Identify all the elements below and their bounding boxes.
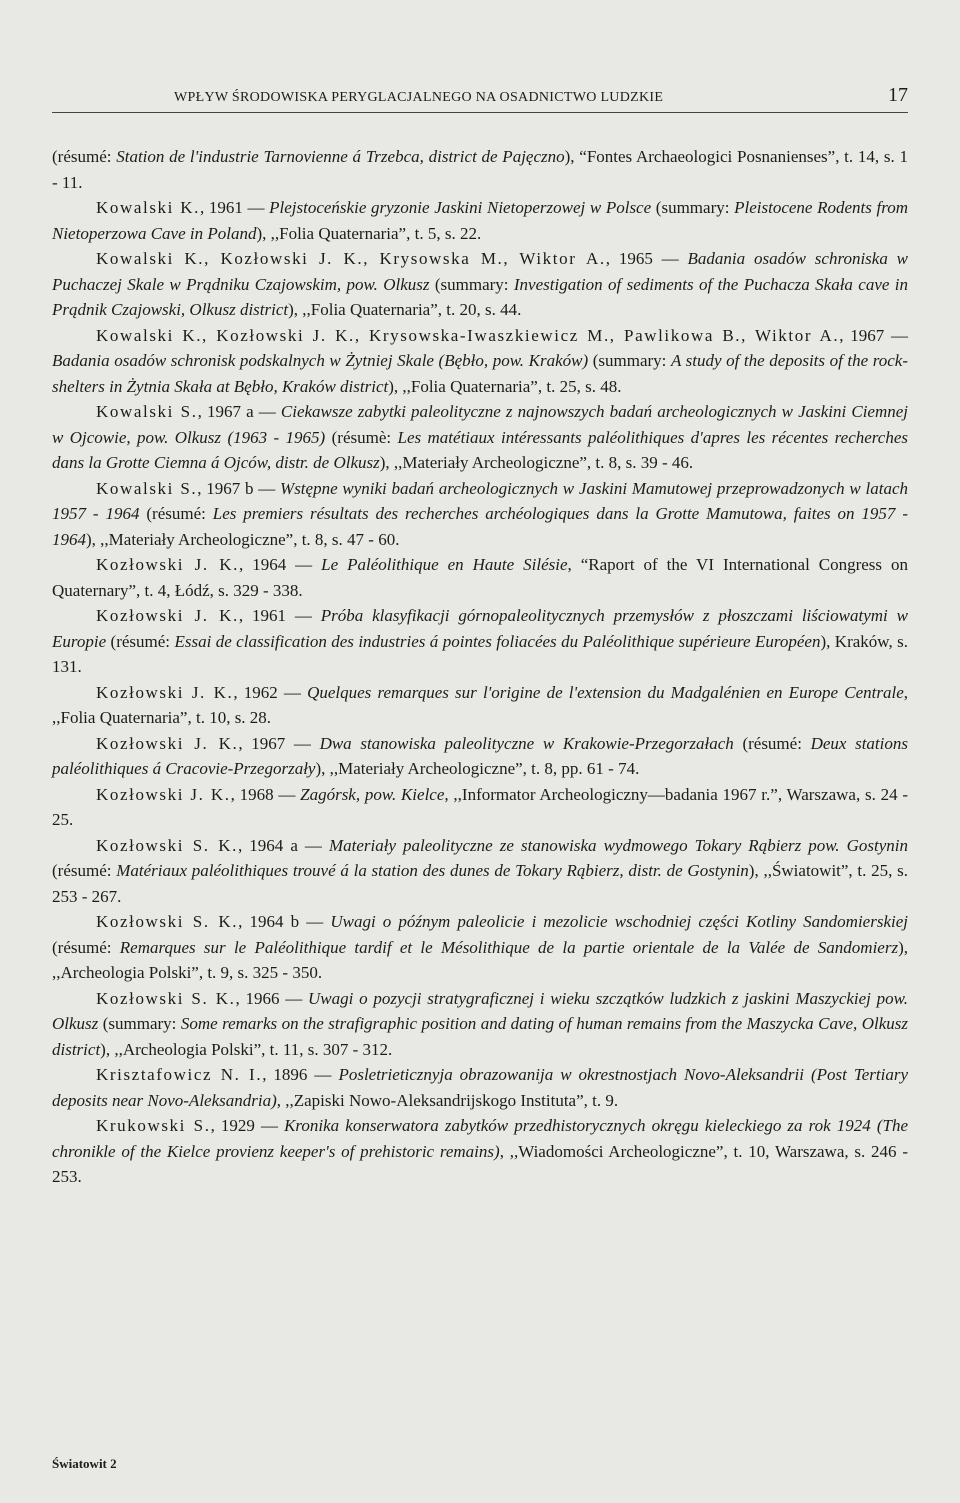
entry-title-italic: Les matétiaux intéressants paléolithiques d'apres les récentes recherches dans la Grotte Ciemna á Ojców, distr. de Olkusz [52,427,908,472]
entry-title-italic: Dwa stanowiska paleolityczne w Krakowie-Przegorzałach [319,733,734,753]
entry-title-italic: Investigation of sediments of the Puchacza Skała cave in Prądnik Czajowski, Olkusz district [52,274,909,319]
entry-author: Kowalski S. [96,478,198,498]
bibliography [52,144,908,1190]
entry-title-italic: Remarques sur le Paléolithique tardif et le Mésolithique de la partie orientale de la Valée de Sandomierz [119,937,899,957]
entry-author: Kowalski K., Kozłowski J. K., Krysowska M., Wiktor A. [96,249,606,268]
entry-title-italic: Les premiers résultats des recherches archéologiques dans la Grotte Mamutowa, faites on 1957 - 1964 [52,504,908,549]
entry-author: Krisztafowicz N. I. [96,1065,263,1084]
entry-text: , 1965 — [605,249,688,268]
entry-text: , ,,Zapiski Nowo-Aleksandrijskogo Instituta”, t. 9. [276,1090,619,1110]
entry-title-italic: Materiały paleolityczne ze stanowiska wydmowego Tokary Rąbierz pow. Gostynin [328,835,908,855]
entry-text: , 1964 — [238,555,322,574]
entry-text: , ,,Folia Quaternaria”, t. 10, s. 28. [52,682,908,727]
bibliography-entry [52,323,908,400]
entry-text: , 1964 a — [237,835,329,855]
entry-author: Kozłowski J. K. [96,682,234,702]
bibliography-entry [52,1113,908,1190]
entry-title-italic: Uwagi o pozycji stratygraficznej i wieku szczątków ludzkich z jaskini Maszyckiej pow. Olkusz [52,988,908,1033]
entry-author: Krukowski S. [96,1116,211,1135]
bibliography-entry [52,144,908,195]
entry-text: , 1967 b — [197,478,281,498]
page-number: 17 [888,84,908,106]
entry-title-italic: Zagórsk, pow. Kielce [300,784,445,804]
entry-title-italic: Le Paléolithique en Haute Silésie [321,555,568,574]
entry-text: , 1964 b — [238,912,331,931]
entry-title-italic: Posletrieticznyja obrazowanija w okrestnostjach Novo-Aleksandrii (Post Tertiary deposits near Novo-Aleksandria) [52,1065,909,1110]
entry-text: (résumé: [733,733,811,753]
bibliography-entry [52,909,908,986]
entry-text: , 1967 — [238,733,320,753]
entry-text: , 1929 — [210,1116,285,1135]
bibliography-entry [52,246,908,323]
running-title: WPŁYW ŚRODOWISKA PERYGLACJALNEGO NA OSADNICTWO LUDZKIE [174,90,664,105]
entry-text: (résumé: [52,861,117,880]
bibliography-entry [52,476,908,553]
entry-text: ), ,,Światowit”, t. 25, s. 253 - 267. [52,861,908,906]
entry-title-italic: Quelques remarques sur l'origine de l'extension du Madgalénien en Europe Centrale [307,682,904,702]
entry-title-italic: Deux stations paléolithiques á Cracovie-Przegorzały [52,733,908,778]
bibliography-entry [52,552,908,603]
entry-author: Kowalski K., Kozłowski J. K., Krysowska-Iwaszkiewicz M., Pawlikowa B., Wiktor A. [96,325,840,345]
bibliography-entry [52,731,908,782]
entry-text: (résumé: [52,147,117,166]
entry-text: (summary: [588,351,671,370]
entry-text: ), ,,Folia Quaternaria”, t. 25, s. 48. [388,376,622,396]
entry-text: (résumé: [106,631,175,651]
entry-text: ), ,,Archeologia Polski”, t. 11, s. 307 - 312. [100,1039,393,1059]
bibliography-entry [52,986,908,1063]
bibliography-entry [52,782,908,833]
entry-title-italic: Kronika konserwatora zabytków przedhistorycznych okręgu kieleckiego za rok 1924 (The chronikle of the Kielce provienz keeper's of prehistoric remains) [52,1116,908,1161]
footer-signature: Światowit 2 [52,1456,117,1471]
entry-author: Kozłowski J. K. [96,555,239,574]
entry-text: ), ,,Materiały Archeologiczne”, t. 8, pp. 61 - 74. [315,759,640,778]
bibliography-entry [52,1062,908,1113]
entry-text: (résumè: [325,427,398,447]
entry-text: (summary: [651,198,735,217]
entry-text: , 1968 — [230,784,301,804]
entry-title-italic: Station de l'industrie Tarnovienne á Trzebca, district de Pajęczno [116,147,565,166]
entry-text: (summary: [98,1014,181,1033]
entry-text: , 1961 — [238,606,321,625]
bibliography-entry [52,680,908,731]
entry-text: (summary: [429,274,514,294]
bibliography-entry [52,603,908,680]
entry-text: (résumé: [52,937,120,957]
running-header [52,84,908,113]
bibliography-entry [52,833,908,910]
entry-title-italic: Pleistocene Rodents from Nietoperzowa Cave in Poland [52,198,909,243]
entry-author: Kowalski S. [96,402,198,421]
entry-text: , “Raport of the VI International Congress on Quaternary”, t. 4, Łódź, s. 329 - 338. [52,555,909,600]
entry-text: , 1962 — [233,682,308,702]
entry-title-italic: Plejstoceńskie gryzonie Jaskini Nietoperzowej w Polsce [269,198,652,217]
entry-author: Kozłowski J. K. [96,733,239,753]
entry-text: , 1896 — [262,1065,339,1084]
entry-text: , ,,Wiadomości Archeologiczne”, t. 10, Warszawa, s. 246 - 253. [52,1141,908,1186]
entry-text: , 1967 — [839,325,908,345]
entry-text: , 1967 a — [197,402,281,421]
entry-author: Kozłowski S. K. [96,835,238,855]
entry-title-italic: Essai de classification des industries á pointes foliacées du Paléolithique supérieure Européen [174,631,821,651]
entry-title-italic: Ciekawsze zabytki paleolityczne z najnowszych badań archeologicznych w Jaskini Ciemnej w Ojcowie, pow. Olkusz (1963 - 1965) [52,402,909,447]
entry-title-italic: Badania osadów schronisk podskalnych w Żytniej Skale (Bębło, pow. Kraków) [52,351,589,370]
entry-text: ), ,,Materiały Archeologiczne”, t. 8, s. 47 - 60. [86,529,400,549]
entry-author: Kozłowski S. K. [96,988,236,1008]
entry-title-italic: A study of the deposits of the rock-shelters in Żytnia Skała at Bębło, Kraków district [52,351,909,396]
entry-text: ), Kraków, s. 131. [52,631,908,676]
entry-text: ), ,,Archeologia Polski”, t. 9, s. 325 - 350. [52,937,908,982]
entry-text: (résumé: [139,504,213,523]
bibliography-entry [52,399,908,476]
entry-author: Kozłowski J. K. [96,784,231,804]
entry-title-italic: Uwagi o późnym paleolicie i mezolicie wschodniej części Kotliny Sandomierskiej [330,912,908,931]
bibliography-entry [52,195,908,246]
entry-title-italic: Matériaux paléolithiques trouvé á la station des dunes de Tokary Rąbierz, distr. de Gostynin [116,861,749,880]
entry-title-italic: Badania osadów schroniska w Puchaczej Skale w Prądniku Czajowskim, pow. Olkusz [52,249,909,294]
entry-text: ), ,,Materiały Archeologiczne”, t. 8, s. 39 - 46. [379,453,694,472]
entry-text: , ,,Informator Archeologiczny—badania 1967 r.”, Warszawa, s. 24 - 25. [52,784,909,829]
entry-text: , 1961 — [199,198,270,217]
entry-text: ), ,,Folia Quaternaria”, t. 20, s. 44. [288,300,522,319]
entry-text: , 1966 — [235,988,308,1008]
entry-author: Kozłowski S. K. [96,912,239,931]
entry-author: Kowalski K. [96,198,200,217]
entry-text: ), “Fontes Archaeologici Posnanienses”, t. 14, s. 1 - 11. [52,147,908,192]
entry-author: Kozłowski J. K. [96,606,239,625]
entry-title-italic: Wstępne wyniki badań archeologicznych w Jaskini Mamutowej przeprowadzonych w latach 1957 - 1964 [52,478,909,523]
entry-title-italic: Some remarks on the strafigraphic position and dating of human remains from the Maszycka Cave, Olkusz district [52,1014,909,1059]
entry-title-italic: Próba klasyfikacji górnopaleolitycznych przemysłów z płoszczami liściowatymi w Europie [52,606,908,651]
entry-text: ), ,,Folia Quaternaria”, t. 5, s. 22. [256,223,482,243]
